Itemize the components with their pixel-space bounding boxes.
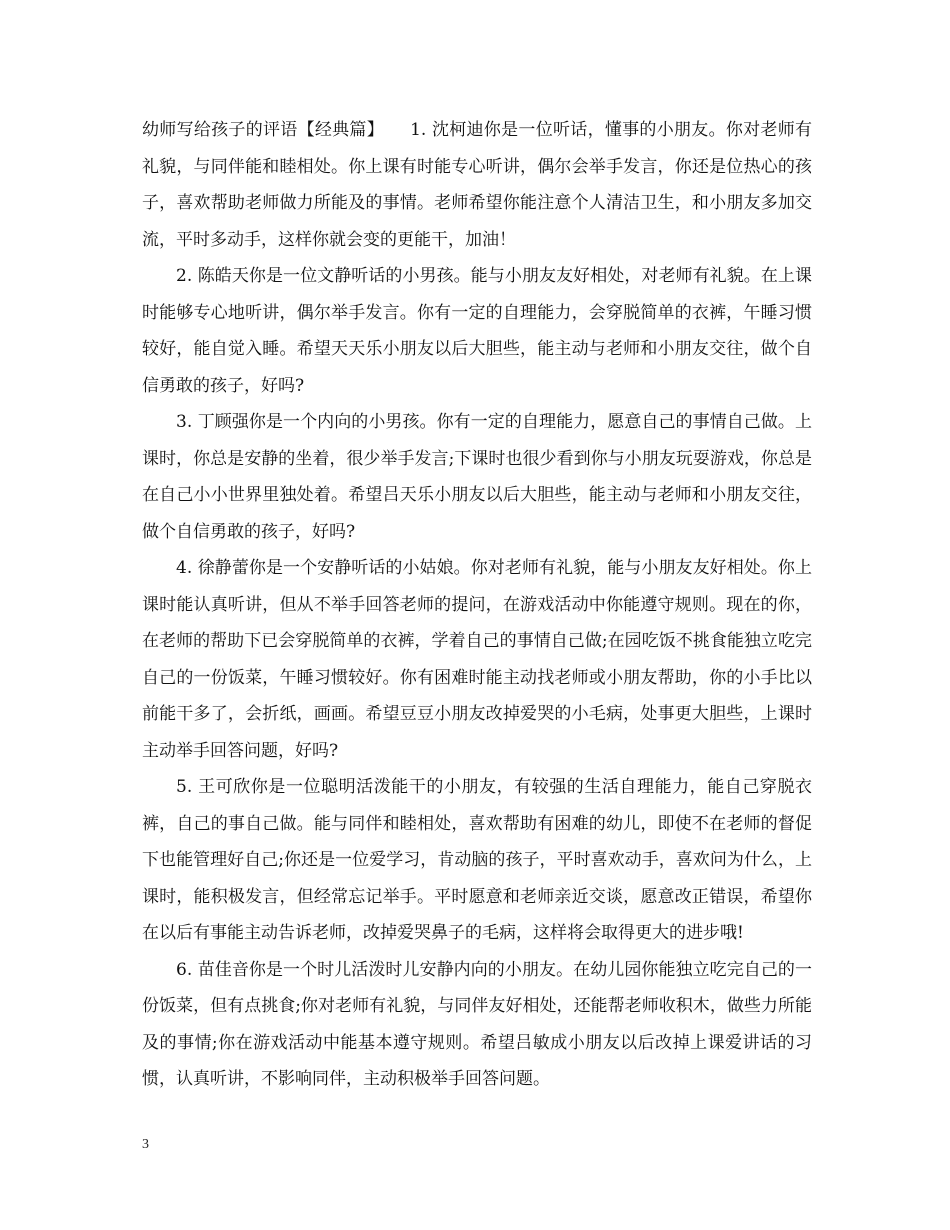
document-body [142,112,812,1098]
paragraph-3: 3. 丁顾强你是一个内向的小男孩。你有一定的自理能力，愿意自己的事情自己做。上课时，你总是安静的坐着，很少举手发言;下课时也很少看到你与小朋友玩耍游戏，你总是在自己小小世界里独处着。希望吕天乐小朋友以后大胆些，能主动与老师和小朋友交往，做个自信勇敢的孩子，好吗? [142,412,812,542]
paragraph-5: 5. 王可欣你是一位聪明活泼能干的小朋友，有较强的生活自理能力，能自己穿脱衣裤，自己的事自己做。能与同伴和睦相处，喜欢帮助有困难的幼儿，即使不在老师的督促下也能管理好自己;你还是一位爱学习，肯动脑的孩子，平时喜欢动手，喜欢问为什么，上课时，能积极发言，但经常忘记举手。平时愿意和老师亲近交谈，愿意改正错误，希望你在以后有事能主动告诉老师，改掉爱哭鼻子的毛病，这样将会取得更大的进步哦! [142,777,812,943]
paragraph-1: 幼师写给孩子的评语【经典篇】 1. 沈柯迪你是一位听话，懂事的小朋友。你对老师有礼貌，与同伴能和睦相处。你上课有时能专心听讲，偶尔会举手发言，你还是位热心的孩子，喜欢帮助老师做力所能及的事情。老师希望你能注意个人清洁卫生，和小朋友多加交流，平时多动手，这样你就会变的更能干，加油！ [142,120,812,250]
page-number: 3 [142,1137,149,1152]
paragraph-4: 4. 徐静蕾你是一个安静听话的小姑娘。你对老师有礼貌，能与小朋友友好相处。你上课时能认真听讲，但从不举手回答老师的提问，在游戏活动中你能遵守规则。现在的你，在老师的帮助下已会穿脱简单的衣裤，学着自己的事情自己做;在园吃饭不挑食能独立吃完自己的一份饭菜，午睡习惯较好。你有困难时能主动找老师或小朋友帮助，你的小手比以前能干多了，会折纸，画画。希望豆豆小朋友改掉爱哭的小毛病，处事更大胆些，上课时主动举手回答问题，好吗? [142,558,812,761]
paragraph-2: 2. 陈皓天你是一位文静听话的小男孩。能与小朋友友好相处，对老师有礼貌。在上课时能够专心地听讲，偶尔举手发言。你有一定的自理能力，会穿脱简单的衣裤，午睡习惯较好，能自觉入睡。希望天天乐小朋友以后大胆些，能主动与老师和小朋友交往，做个自信勇敢的孩子，好吗? [142,266,812,396]
paragraph-6: 6. 苗佳音你是一个时儿活泼时儿安静内向的小朋友。在幼儿园你能独立吃完自己的一份饭菜，但有点挑食;你对老师有礼貌，与同伴友好相处，还能帮老师收积木，做些力所能及的事情;你在游戏活动中能基本遵守规则。希望吕敏成小朋友以后改掉上课爱讲话的习惯，认真听讲，不影响同伴，主动积极举手回答问题。 [142,959,812,1089]
